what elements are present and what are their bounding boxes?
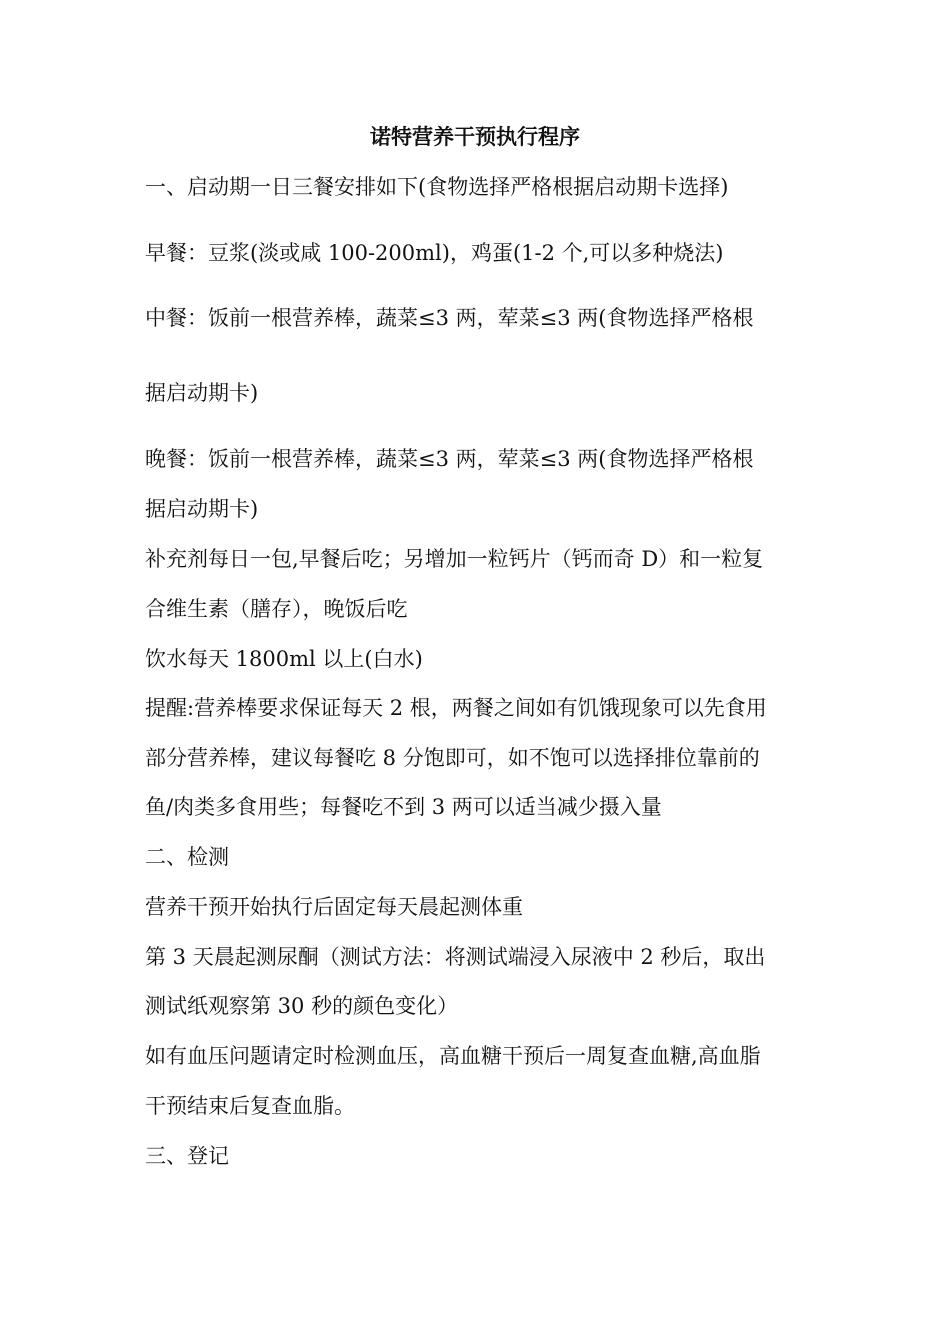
weight-check-line: 营养干预开始执行后固定每天晨起测体重	[145, 895, 523, 919]
reminder-line-continued-1: 部分营养棒，建议每餐吃 8 分饱即可，如不饱可以选择排位靠前的	[145, 746, 760, 770]
lunch-line: 中餐：饭前一根营养棒，蔬菜≤3 两，荤菜≤3 两(食物选择严格根	[145, 306, 754, 330]
section-heading-testing: 二、检测	[145, 845, 229, 869]
reminder-line: 提醒:营养棒要求保证每天 2 根，两餐之间如有饥饿现象可以先食用	[145, 696, 767, 720]
section-heading-startup-meals: 一、启动期一日三餐安排如下(食物选择严格根据启动期卡选择)	[145, 175, 729, 199]
reminder-line-continued-2: 鱼/肉类多食用些；每餐吃不到 3 两可以适当减少摄入量	[145, 795, 662, 819]
lunch-line-continued: 据启动期卡)	[145, 381, 259, 405]
blood-check-line: 如有血压问题请定时检测血压，高血糖干预后一周复查血糖,高血脂	[145, 1044, 761, 1068]
document-title: 诺特营养干预执行程序	[370, 124, 580, 149]
breakfast-line: 早餐：豆浆(淡或咸 100-200ml)，鸡蛋(1-2 个,可以多种烧法)	[145, 241, 724, 265]
section-heading-registration: 三、登记	[145, 1144, 229, 1168]
supplement-line: 补充剂每日一包,早餐后吃；另增加一粒钙片（钙而奇 D）和一粒复	[145, 547, 764, 571]
supplement-line-continued: 合维生素（膳存），晚饭后吃	[145, 597, 408, 621]
ketone-test-line-continued: 测试纸观察第 30 秒的颜色变化）	[145, 994, 459, 1018]
water-intake-line: 饮水每天 1800ml 以上(白水)	[145, 647, 423, 671]
ketone-test-line: 第 3 天晨起测尿酮（测试方法：将测试端浸入尿液中 2 秒后，取出	[145, 945, 766, 969]
dinner-line-continued: 据启动期卡)	[145, 497, 259, 521]
blood-check-line-continued: 干预结束后复查血脂。	[145, 1094, 355, 1118]
dinner-line: 晚餐：饭前一根营养棒，蔬菜≤3 两，荤菜≤3 两(食物选择严格根	[145, 447, 754, 471]
